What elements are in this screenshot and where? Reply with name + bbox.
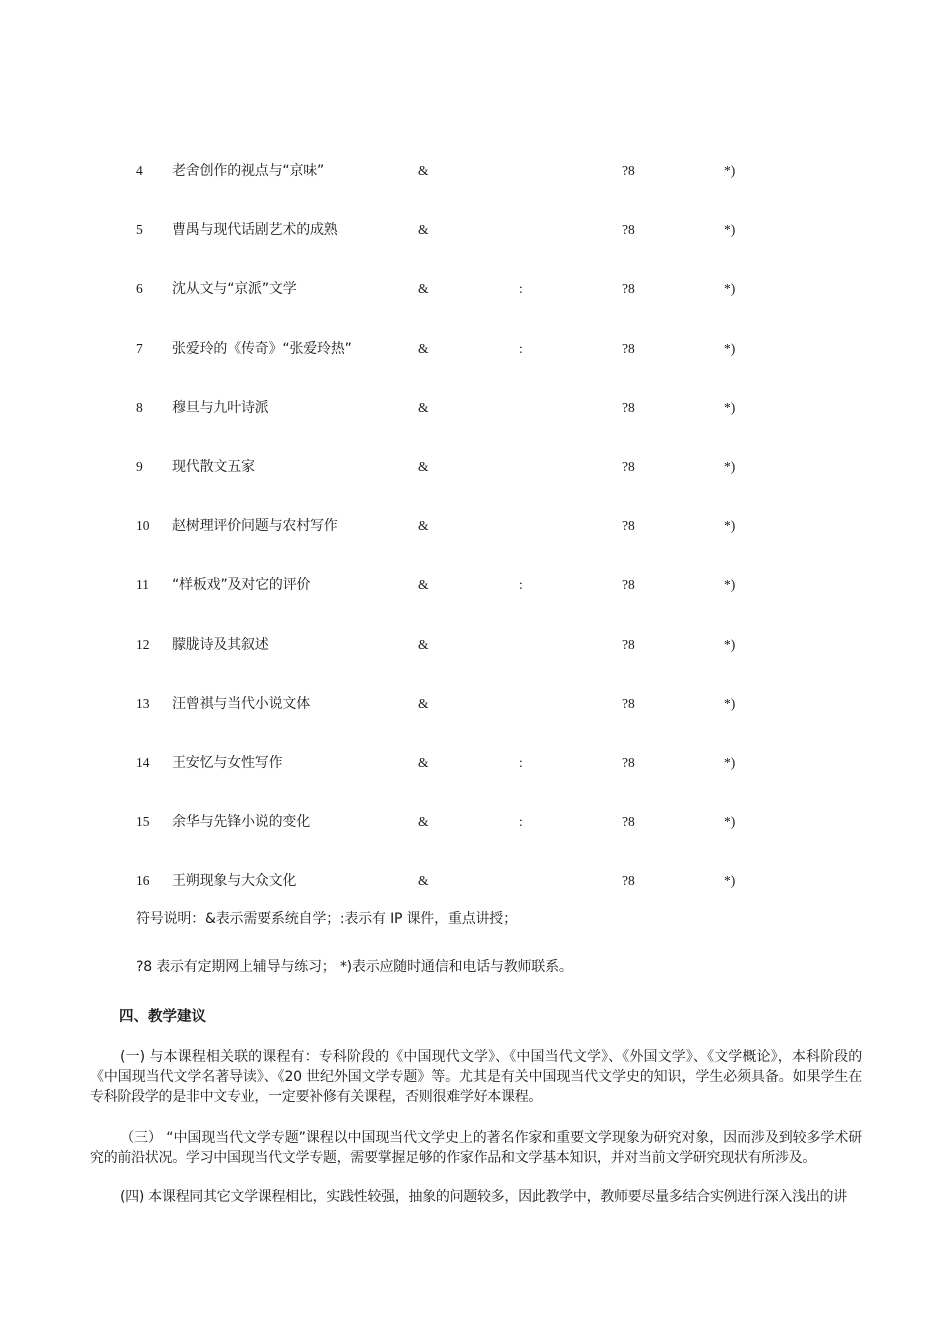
row-topic: 穆旦与九叶诗派 (172, 400, 269, 416)
table-row (0, 633, 950, 657)
row-number: 7 (136, 341, 143, 356)
row-topic: 曹禺与现代话剧艺术的成熟 (172, 222, 338, 238)
row-number: 8 (136, 400, 143, 415)
row-topic: 王安忆与女性写作 (172, 755, 283, 771)
table-row (0, 455, 950, 479)
symbol-contact-teacher: *) (724, 400, 736, 415)
symbol-self-study: & (418, 400, 429, 415)
symbol-self-study: & (418, 341, 429, 356)
row-topic: “样板戏”及对它的评价 (172, 577, 311, 593)
row-topic: 现代散文五家 (172, 459, 255, 475)
row-number: 11 (136, 577, 149, 592)
symbol-ip-courseware: : (519, 341, 523, 356)
row-number: 9 (136, 459, 143, 474)
symbol-online-tutoring: ?8 (622, 637, 635, 652)
symbol-contact-teacher: *) (724, 518, 736, 533)
row-number: 6 (136, 281, 143, 296)
row-number: 12 (136, 637, 150, 652)
symbol-contact-teacher: *) (724, 222, 736, 237)
symbol-online-tutoring: ?8 (622, 341, 635, 356)
symbol-online-tutoring: ?8 (622, 459, 635, 474)
symbol-contact-teacher: *) (724, 163, 736, 178)
symbol-self-study: & (418, 459, 429, 474)
symbol-ip-courseware: : (519, 814, 523, 829)
symbol-contact-teacher: *) (724, 281, 736, 296)
row-topic: 沈从文与“京派”文学 (172, 281, 297, 297)
symbol-ip-courseware: : (519, 577, 523, 592)
symbol-online-tutoring: ?8 (622, 755, 635, 770)
table-row (0, 751, 950, 775)
paragraph-2 (90, 1128, 862, 1168)
symbol-self-study: & (418, 873, 429, 888)
symbol-contact-teacher: *) (724, 577, 736, 592)
table-row (0, 810, 950, 834)
symbol-ip-courseware: : (519, 755, 523, 770)
symbol-self-study: & (418, 163, 429, 178)
symbol-contact-teacher: *) (724, 696, 736, 711)
table-row (0, 514, 950, 538)
table-row (0, 337, 950, 361)
symbol-self-study: & (418, 281, 429, 296)
table-row (0, 218, 950, 242)
symbol-online-tutoring: ?8 (622, 814, 635, 829)
row-number: 10 (136, 518, 150, 533)
table-row (0, 869, 950, 893)
row-topic: 老舍创作的视点与“京味” (172, 163, 325, 179)
symbol-contact-teacher: *) (724, 814, 736, 829)
row-number: 15 (136, 814, 150, 829)
table-row (0, 277, 950, 301)
symbol-self-study: & (418, 696, 429, 711)
symbol-online-tutoring: ?8 (622, 222, 635, 237)
row-topic: 余华与先锋小说的变化 (172, 814, 310, 830)
row-number: 16 (136, 873, 150, 888)
paragraph-1 (90, 1047, 862, 1107)
table-row (0, 159, 950, 183)
symbol-online-tutoring: ?8 (622, 873, 635, 888)
section-heading: 四、教学建议 (119, 1009, 206, 1025)
symbol-contact-teacher: *) (724, 637, 736, 652)
table-row (0, 396, 950, 420)
symbol-online-tutoring: ?8 (622, 577, 635, 592)
table-row (0, 573, 950, 597)
row-topic: 赵树理评价问题与农村写作 (172, 518, 338, 534)
symbol-self-study: & (418, 222, 429, 237)
table-row (0, 692, 950, 716)
symbol-self-study: & (418, 814, 429, 829)
paragraph-2-text: （三） “中国现当代文学专题”课程以中国现当代文学史上的著名作家和重要文学现象为研究对象，因而涉及到较多学术研究的前沿状况。学习中国现当代文学专题，需要掌握足够的作家作品和文学基本知识，并对当前文学研究现状有所涉及。 (90, 1130, 862, 1166)
row-number: 13 (136, 696, 150, 711)
paragraph-3 (90, 1187, 862, 1207)
symbol-online-tutoring: ?8 (622, 400, 635, 415)
symbol-online-tutoring: ?8 (622, 163, 635, 178)
symbol-legend-line-1: 符号说明：&表示需要系统自学；:表示有 IP 课件，重点讲授； (136, 911, 517, 927)
row-topic: 朦胧诗及其叙述 (172, 637, 269, 653)
symbol-contact-teacher: *) (724, 755, 736, 770)
symbol-contact-teacher: *) (724, 341, 736, 356)
paragraph-1-text: (一) 与本课程相关联的课程有：专科阶段的《中国现代文学》、《中国当代文学》、《外国文学》、《文学概论》，本科阶段的《中国现当代文学名著导读》、《20 世纪外国文学专题》等。尤其是有关中国现当代文学史的知识，学生必须具备。如果学生在专科阶段学的是非中文专业，一定要补修有关课程，否则很难学好本课程。 (90, 1049, 862, 1105)
row-topic: 汪曾祺与当代小说文体 (172, 696, 310, 712)
row-topic: 张爱玲的《传奇》“张爱玲热” (172, 341, 352, 357)
paragraph-3-text: (四) 本课程同其它文学课程相比，实践性较强，抽象的问题较多，因此教学中，教师要尽量多结合实例进行深入浅出的讲 (120, 1189, 847, 1205)
symbol-online-tutoring: ?8 (622, 518, 635, 533)
row-number: 14 (136, 755, 150, 770)
symbol-self-study: & (418, 577, 429, 592)
row-number: 4 (136, 163, 143, 178)
symbol-contact-teacher: *) (724, 873, 736, 888)
symbol-legend-line-2: ?8 表示有定期网上辅导与练习； *)表示应随时通信和电话与教师联系。 (136, 959, 573, 975)
symbol-self-study: & (418, 518, 429, 533)
row-number: 5 (136, 222, 143, 237)
symbol-self-study: & (418, 637, 429, 652)
symbol-contact-teacher: *) (724, 459, 736, 474)
symbol-online-tutoring: ?8 (622, 696, 635, 711)
symbol-self-study: & (418, 755, 429, 770)
symbol-ip-courseware: : (519, 281, 523, 296)
row-topic: 王朔现象与大众文化 (172, 873, 297, 889)
symbol-online-tutoring: ?8 (622, 281, 635, 296)
